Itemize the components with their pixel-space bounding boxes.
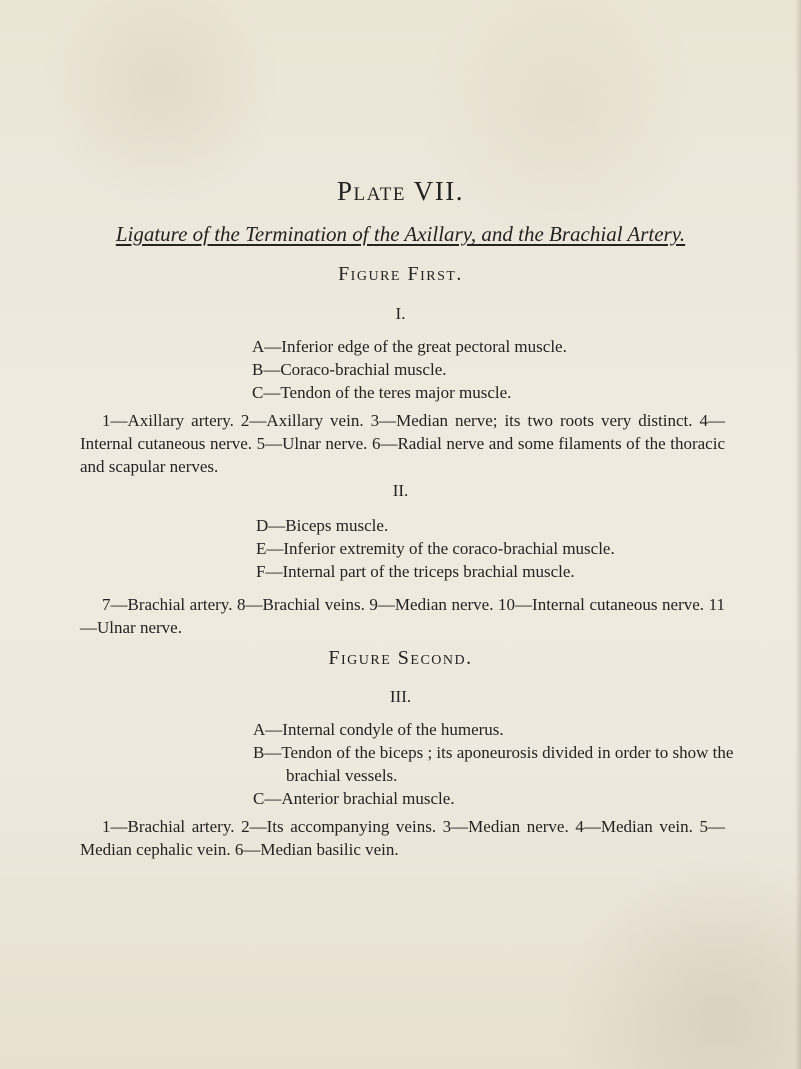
section-2-numeral: II. (392, 481, 409, 500)
page-edge-shadow (795, 0, 801, 1069)
plate-subtitle (0, 222, 801, 247)
legend-item-b2-continued: brachial vessels. (286, 766, 398, 785)
legend-item-c2: C—Anterior brachial muscle. (253, 789, 455, 808)
section-1-paragraph: 1—Axillary artery. 2—Axillary vein. 3—Median nerve; its two roots very distinct. 4—Internal cutaneous nerve. 5—Ulnar nerve. 6—Radial nerve and some filaments of the thoracic and scapular nerves. (80, 411, 725, 476)
legend-item-d: D—Biceps muscle. (256, 516, 389, 535)
section-2-legend (256, 514, 615, 583)
legend-item-b2: B—Tendon of the biceps ; its aponeurosis divided in order to show the (253, 743, 734, 762)
legend-item-f: F—Internal part of the triceps brachial muscle. (256, 562, 575, 581)
legend-item-a2: A—Internal condyle of the humerus. (253, 720, 504, 739)
section-3-paragraph: 1—Brachial artery. 2—Its accompanying veins. 3—Median nerve. 4—Median vein. 5—Median cephalic vein. 6—Median basilic vein. (80, 817, 725, 859)
legend-item-e: E—Inferior extremity of the coraco-brachial muscle. (256, 539, 615, 558)
figure-first-heading: Figure First. (338, 263, 463, 285)
section-1-numeral: I. (395, 304, 406, 323)
figure-second-heading: Figure Second. (328, 647, 473, 669)
plate-title: Plate VII. (337, 176, 464, 206)
section-3-numeral: III. (389, 687, 412, 706)
legend-item-b: B—Coraco-brachial muscle. (252, 360, 447, 379)
section-1-legend (252, 335, 567, 404)
plate-subtitle-text: Ligature of the Termination of the Axillary, and the Brachial Artery. (115, 222, 686, 246)
legend-item-c: C—Tendon of the teres major muscle. (252, 383, 512, 402)
legend-item-a: A—Inferior edge of the great pectoral muscle. (252, 337, 567, 356)
section-2-paragraph: 7—Brachial artery. 8—Brachial veins. 9—Median nerve. 10—Internal cutaneous nerve. 11—Ulnar nerve. (80, 595, 725, 637)
section-3-legend (253, 718, 733, 810)
